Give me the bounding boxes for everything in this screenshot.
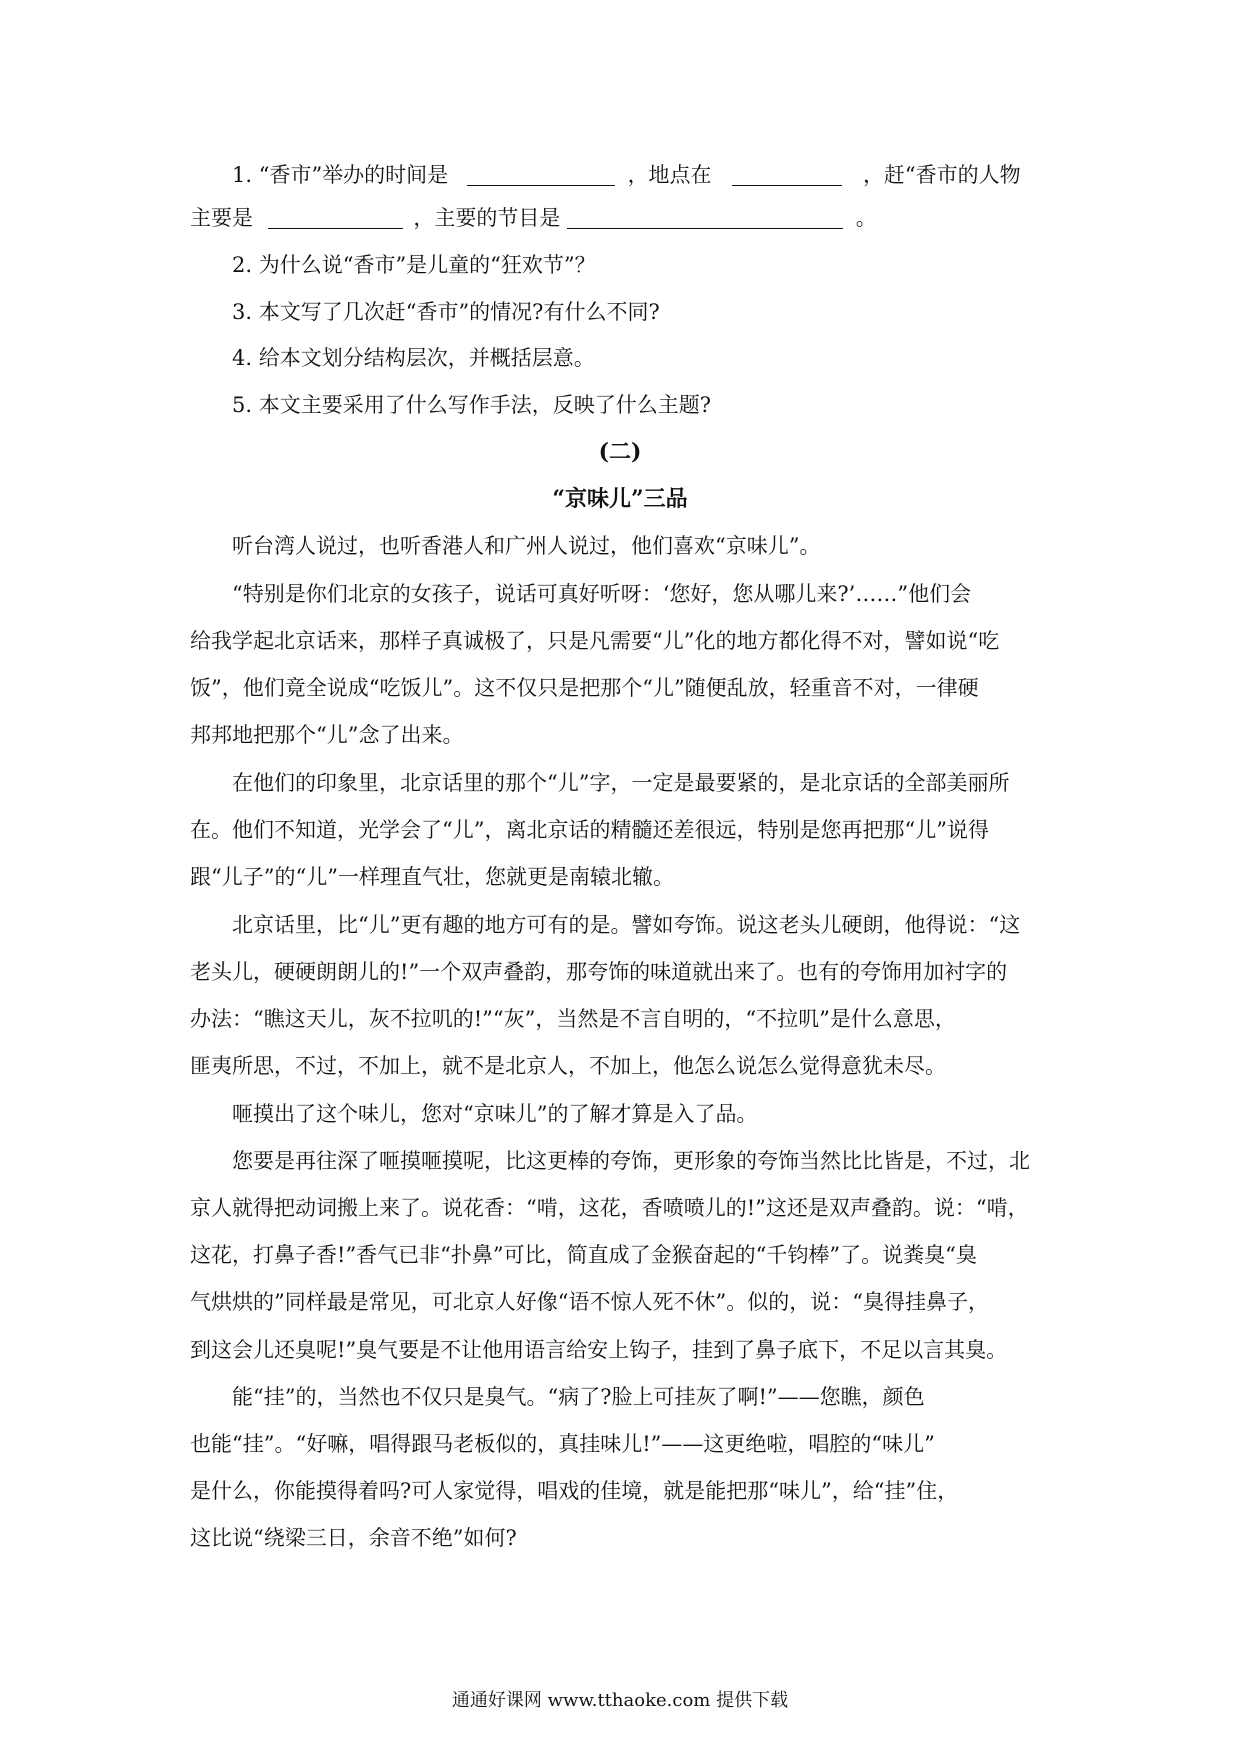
article-line: 也能“挂”。“好嘛，唱得跟马老板似的，真挂味儿!”——这更绝啦，唱腔的“味儿” bbox=[190, 1432, 935, 1456]
question-4: 4. 给本文划分结构层次，并概括层意。 bbox=[232, 346, 595, 370]
question-2: 2. 为什么说“香市”是儿童的“狂欢节”？ bbox=[232, 253, 596, 277]
article-line: 这花，打鼻子香!”香气已非“扑鼻”可比，简直成了金猴奋起的“千钧棒”了。说粪臭“臭 bbox=[190, 1243, 977, 1267]
question-1-line-1 bbox=[232, 160, 1060, 190]
article-line: 老头儿，硬硬朗朗儿的!”一个双声叠韵，那夸饰的味道就出来了。也有的夸饰用加衬字的 bbox=[190, 960, 1008, 984]
question-1-text-b: ，地点在 bbox=[627, 163, 712, 187]
answer-blank-place[interactable] bbox=[732, 163, 842, 186]
article-line: 给我学起北京话来，那样子真诚极了，只是凡需要“儿”化的地方都化得不对，譬如说“吃 bbox=[190, 629, 1000, 653]
question-5: 5. 本文主要采用了什么写作手法，反映了什么主题? bbox=[232, 393, 711, 417]
question-1-line-2 bbox=[190, 203, 1060, 233]
article-line: 气烘烘的”同样最是常见，可北京人好像“语不惊人死不休”。似的，说：“臭得挂鼻子， bbox=[190, 1290, 989, 1314]
page-footer: 通通好课网 www.tthaoke.com 提供下载 bbox=[451, 1690, 789, 1711]
question-1-text-c: ，赶“香市的人物 bbox=[862, 163, 1021, 187]
article-line: 饭”，他们竟全说成“吃饭儿”。这不仅只是把那个“儿”随便乱放，轻重音不对，一律硬 bbox=[190, 676, 979, 700]
article-line: “特别是你们北京的女孩子，说话可真好听呀：‘您好，您从哪儿来?’……”他们会 bbox=[232, 582, 972, 606]
question-1-text-a: 1. “香市”举办的时间是 bbox=[232, 163, 449, 187]
answer-blank-people[interactable] bbox=[268, 206, 403, 229]
article-line: 能“挂”的，当然也不仅只是臭气。“病了?脸上可挂灰了啊!”——您瞧，颜色 bbox=[232, 1385, 925, 1409]
article-line: 您要是再往深了咂摸咂摸呢，比这更棒的夸饰，更形象的夸饰当然比比皆是，不过，北 bbox=[232, 1149, 1030, 1173]
article-line: 邦邦地把那个“儿”念了出来。 bbox=[190, 723, 464, 747]
article-line: 京人就得把动词搬上来了。说花香：“啃，这花，香喷喷儿的!”这还是双声叠韵。说：“啃， bbox=[190, 1196, 1029, 1220]
article-line: 咂摸出了这个味儿，您对“京味儿”的了解才算是入了品。 bbox=[232, 1102, 758, 1126]
article-line: 这比说“绕梁三日，余音不绝”如何? bbox=[190, 1526, 517, 1550]
article-title: “京味儿”三品 bbox=[552, 486, 688, 512]
question-1-text-f: 。 bbox=[855, 206, 877, 230]
answer-blank-program[interactable] bbox=[567, 206, 843, 229]
section-label: (二) bbox=[598, 439, 642, 465]
article-line: 到这会儿还臭呢!”臭气要是不让他用语言给安上钩子，挂到了鼻子底下，不足以言其臭。 bbox=[190, 1338, 1008, 1362]
article-line: 在。他们不知道，光学会了“儿”，离北京话的精髓还差很远，特别是您再把那“儿”说得 bbox=[190, 818, 989, 842]
article-line: 跟“儿子”的“儿”一样理直气壮，您就更是南辕北辙。 bbox=[190, 865, 674, 889]
article-line: 听台湾人说过，也听香港人和广州人说过，他们喜欢“京味儿”。 bbox=[232, 534, 821, 558]
article-line: 办法：“瞧这天儿，灰不拉叽的!”“灰”，当然是不言自明的，“不拉叽”是什么意思， bbox=[190, 1007, 956, 1031]
question-1-text-e: ，主要的节目是 bbox=[413, 206, 561, 230]
article-line: 匪夷所思，不过，不加上，就不是北京人，不加上，他怎么说怎么觉得意犹未尽。 bbox=[190, 1054, 946, 1078]
article-line: 是什么，你能摸得着吗?可人家觉得，唱戏的佳境，就是能把那“味儿”，给“挂”住， bbox=[190, 1479, 959, 1503]
question-1-text-d: 主要是 bbox=[190, 206, 253, 230]
question-3: 3. 本文写了几次赶“香市”的情况?有什么不同? bbox=[232, 300, 660, 324]
article-line: 北京话里，比“儿”更有趣的地方可有的是。譬如夸饰。说这老头儿硬朗，他得说：“这 bbox=[232, 913, 1021, 937]
answer-blank-time[interactable] bbox=[467, 163, 615, 186]
article-line: 在他们的印象里，北京话里的那个“儿”字，一定是最要紧的，是北京话的全部美丽所 bbox=[232, 771, 1010, 795]
